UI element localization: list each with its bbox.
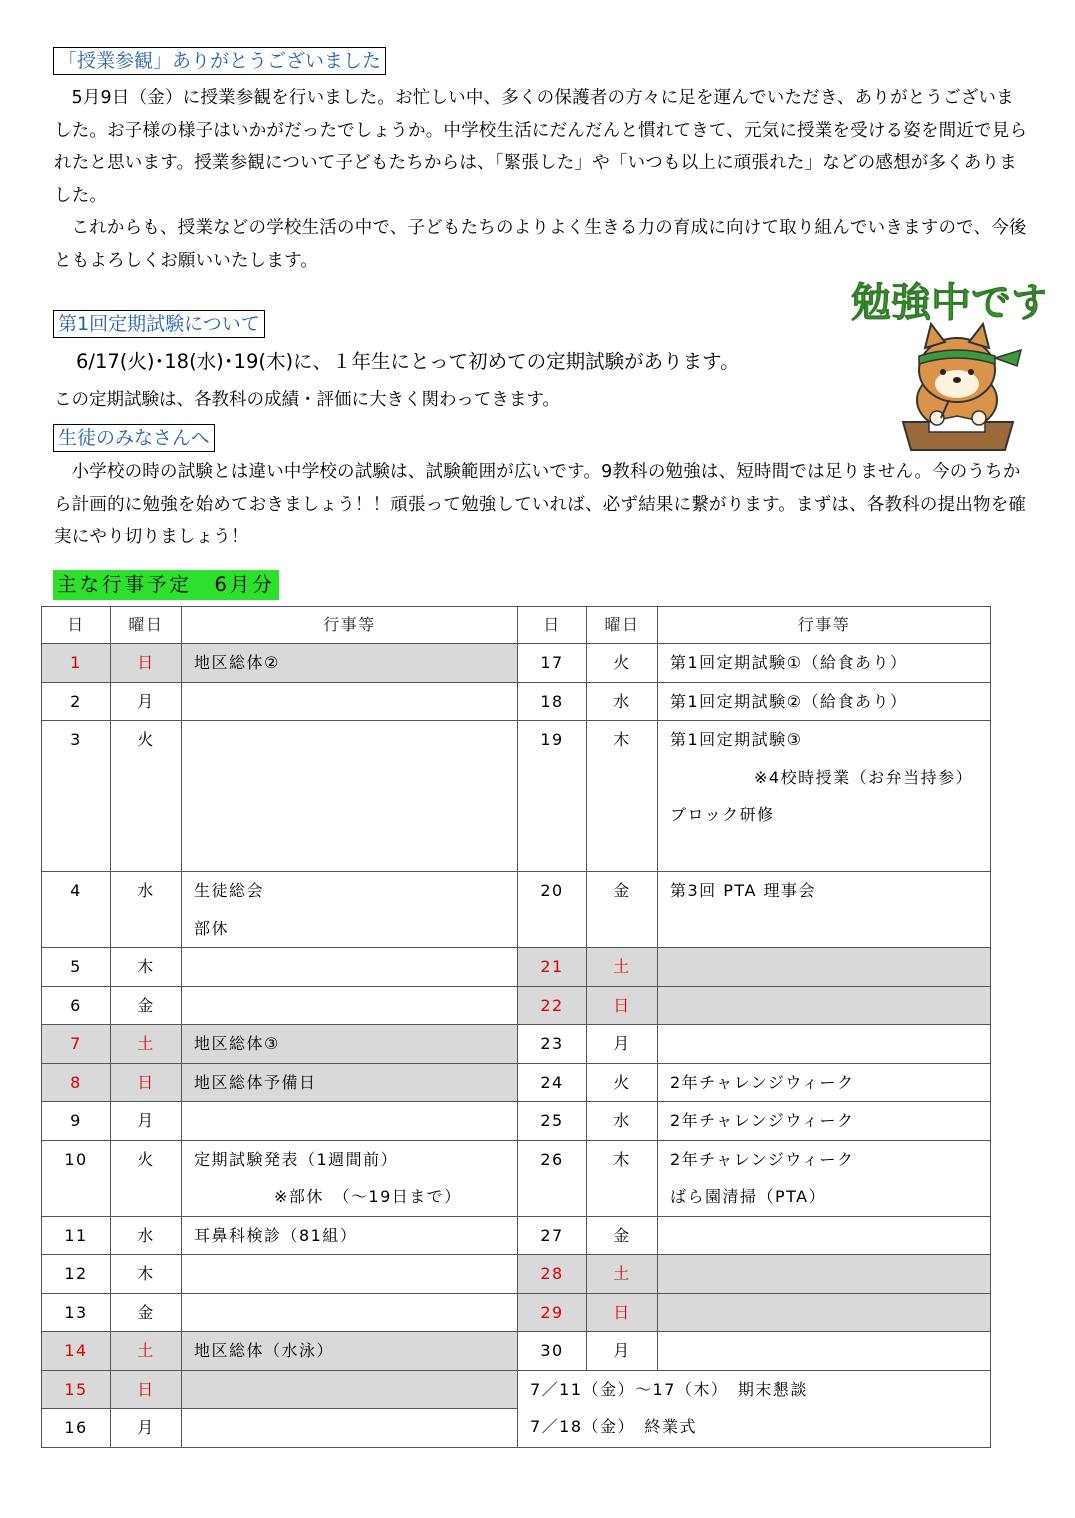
table-row — [42, 948, 991, 987]
day-cell-right: 28 — [518, 1255, 587, 1294]
weekday-cell: 火 — [111, 721, 182, 872]
header-weekday-right: 曜日 — [587, 607, 658, 644]
day-cell-right: 17 — [518, 644, 587, 683]
day-cell-right: 20 — [518, 872, 587, 948]
events-cell-right — [658, 872, 991, 948]
weekday-cell: 金 — [111, 1293, 182, 1332]
day-cell-right: 18 — [518, 682, 587, 721]
table-row — [42, 1102, 991, 1141]
weekday-cell: 日 — [111, 1063, 182, 1102]
events-cell-right — [658, 644, 991, 683]
event-line: 2年チャレンジウィーク — [670, 1149, 855, 1169]
events-cell — [182, 1332, 518, 1371]
events-cell — [182, 1102, 518, 1141]
events-cell — [182, 721, 518, 872]
weekday-cell-right: 土 — [587, 948, 658, 987]
table-row — [42, 1370, 991, 1409]
weekday-cell: 土 — [111, 1332, 182, 1371]
studying-dog-sticker — [845, 272, 1045, 452]
heading-jugyo-sankan: 「授業参観」ありがとうございました — [53, 47, 386, 75]
table-row — [42, 986, 991, 1025]
day-cell: 9 — [42, 1102, 111, 1141]
day-cell-right: 30 — [518, 1332, 587, 1371]
table-row — [42, 1063, 991, 1102]
events-cell — [182, 1063, 518, 1102]
weekday-cell: 火 — [111, 1140, 182, 1216]
header-day: 日 — [42, 607, 111, 644]
day-cell: 16 — [42, 1409, 111, 1448]
event-line: 第3回 PTA 理事会 — [670, 881, 816, 900]
table-row — [42, 1140, 991, 1216]
day-cell-right: 21 — [518, 948, 587, 987]
weekday-cell-right: 土 — [587, 1255, 658, 1294]
day-cell: 6 — [42, 986, 111, 1025]
weekday-cell-right: 水 — [587, 1102, 658, 1141]
table-row — [42, 721, 991, 872]
day-cell: 12 — [42, 1255, 111, 1294]
table-row — [42, 1025, 991, 1064]
day-cell: 14 — [42, 1332, 111, 1371]
day-cell: 13 — [42, 1293, 111, 1332]
events-cell-right — [658, 1255, 991, 1294]
section1-body — [54, 82, 1029, 277]
weekday-cell-right: 日 — [587, 986, 658, 1025]
event-line: 部休 — [194, 918, 230, 938]
event-line: 耳鼻科検診（81組） — [194, 1225, 358, 1245]
day-cell: 2 — [42, 682, 111, 721]
heading-teiki-shiken: 第1回定期試験について — [53, 310, 265, 338]
event-line: 生徒総会 — [194, 881, 265, 900]
event-line: 地区総体② — [194, 653, 280, 672]
day-cell-right: 25 — [518, 1102, 587, 1141]
weekday-cell: 月 — [111, 1409, 182, 1448]
day-cell: 15 — [42, 1370, 111, 1409]
event-line: ※4校時授業（お弁当持参） — [754, 767, 974, 787]
weekday-cell: 水 — [111, 872, 182, 948]
weekday-cell: 土 — [111, 1025, 182, 1064]
event-line: 地区総体③ — [194, 1034, 280, 1053]
event-line: ※部休 （～19日まで） — [274, 1187, 462, 1206]
events-cell — [182, 1409, 518, 1448]
table-row — [42, 1332, 991, 1371]
event-line: 定期試験発表（1週間前） — [194, 1149, 399, 1169]
event-line: 第1回定期試験③ — [670, 730, 803, 749]
weekday-cell-right: 火 — [587, 1063, 658, 1102]
events-cell — [182, 1140, 518, 1216]
events-cell — [182, 1293, 518, 1332]
event-line: 地区総体（水泳） — [194, 1341, 335, 1360]
weekday-cell-right: 月 — [587, 1025, 658, 1064]
day-cell: 8 — [42, 1063, 111, 1102]
event-line: ばら園清掃（PTA） — [670, 1187, 827, 1206]
events-cell-right — [658, 682, 991, 721]
day-cell: 5 — [42, 948, 111, 987]
header-events-right: 行事等 — [658, 607, 991, 644]
events-cell-right — [658, 1140, 991, 1216]
header-day-right: 日 — [518, 607, 587, 644]
table-row — [42, 682, 991, 721]
day-cell-right: 19 — [518, 721, 587, 872]
events-cell — [182, 682, 518, 721]
weekday-cell-right: 火 — [587, 644, 658, 683]
studying-shiba-dog-illustration-icon — [845, 272, 1045, 452]
events-cell-right — [658, 1293, 991, 1332]
header-events: 行事等 — [182, 607, 518, 644]
events-cell-right — [658, 1025, 991, 1064]
schedule-title: 主な行事予定 6月分 — [53, 570, 279, 600]
weekday-cell: 水 — [111, 1216, 182, 1255]
day-cell: 4 — [42, 872, 111, 948]
day-cell-right: 22 — [518, 986, 587, 1025]
event-line: 地区総体予備日 — [194, 1072, 317, 1092]
june-schedule-table — [41, 606, 991, 1448]
events-cell-right — [658, 1216, 991, 1255]
weekday-cell: 金 — [111, 986, 182, 1025]
table-row — [42, 1216, 991, 1255]
weekday-cell-right: 金 — [587, 1216, 658, 1255]
day-cell-right: 29 — [518, 1293, 587, 1332]
day-cell-right: 24 — [518, 1063, 587, 1102]
day-cell: 3 — [42, 721, 111, 872]
events-cell-right — [658, 948, 991, 987]
table-row — [42, 644, 991, 683]
weekday-cell-right: 水 — [587, 682, 658, 721]
events-cell-right — [658, 1332, 991, 1371]
events-cell — [182, 1255, 518, 1294]
event-line: 第1回定期試験②（給食あり） — [670, 691, 908, 711]
event-line: 2年チャレンジウィーク — [670, 1111, 855, 1130]
table-row — [42, 872, 991, 948]
events-cell — [182, 644, 518, 683]
sticker-text: 勉強中です — [851, 280, 1045, 326]
section3-body — [54, 456, 1029, 554]
weekday-cell: 木 — [111, 1255, 182, 1294]
event-line: ブロック研修 — [670, 805, 775, 824]
day-cell: 1 — [42, 644, 111, 683]
day-cell: 11 — [42, 1216, 111, 1255]
weekday-cell: 日 — [111, 1370, 182, 1409]
day-cell: 10 — [42, 1140, 111, 1216]
exam-importance-line: この定期試験は、各教科の成績・評価に大きく関わってきます。 — [54, 390, 560, 410]
note-line: 7／18（金） 終業式 — [530, 1417, 698, 1436]
events-cell-right — [658, 721, 991, 872]
weekday-cell: 日 — [111, 644, 182, 683]
note-line: 7／11（金）～17（木） 期末懇談 — [530, 1379, 808, 1399]
event-line: 第1回定期試験①（給食あり） — [670, 653, 908, 672]
day-cell-right: 23 — [518, 1025, 587, 1064]
events-cell — [182, 948, 518, 987]
events-cell — [182, 1025, 518, 1064]
weekday-cell-right: 日 — [587, 1293, 658, 1332]
weekday-cell: 木 — [111, 948, 182, 987]
notes-cell — [518, 1370, 991, 1447]
events-cell-right — [658, 1102, 991, 1141]
exam-dates-line: 6/17(火)･18(水)･19(木)に、１年生にとって初めての定期試験があります。 — [76, 350, 740, 373]
table-row — [42, 1255, 991, 1294]
events-cell-right — [658, 1063, 991, 1102]
events-cell — [182, 1370, 518, 1409]
weekday-cell-right: 月 — [587, 1332, 658, 1371]
weekday-cell: 月 — [111, 1102, 182, 1141]
header-weekday: 曜日 — [111, 607, 182, 644]
section1-paragraph-2: これからも、授業などの学校生活の中で、子どもたちのよりよく生きる力の育成に向けて取り組んでいきますので、今後ともよろしくお願いいたします。 — [54, 218, 1027, 271]
table-row — [42, 1293, 991, 1332]
event-line: 2年チャレンジウィーク — [670, 1072, 855, 1092]
weekday-cell-right: 木 — [587, 721, 658, 872]
events-cell-right — [658, 986, 991, 1025]
weekday-cell-right: 木 — [587, 1140, 658, 1216]
events-cell — [182, 872, 518, 948]
section3-paragraph: 小学校の時の試験とは違い中学校の試験は、試験範囲が広いです。9教科の勉強は、短時間では足りません。今のうちから計画的に勉強を始めておきましょう！！頑張って勉強していれば、必ず結果に繋がります。まずは、各教科の提出物を確実にやり切りましょう！ — [54, 462, 1027, 547]
events-cell — [182, 1216, 518, 1255]
day-cell-right: 27 — [518, 1216, 587, 1255]
events-cell — [182, 986, 518, 1025]
heading-seito-minasan: 生徒のみなさんへ — [53, 424, 215, 452]
weekday-cell: 月 — [111, 682, 182, 721]
day-cell-right: 26 — [518, 1140, 587, 1216]
day-cell: 7 — [42, 1025, 111, 1064]
section1-paragraph-1: 5月9日（金）に授業参観を行いました。お忙しい中、多くの保護者の方々に足を運んでいただき、ありがとうございました。お子様の様子はいかがだったでしょうか。中学校生活にだんだんと慣れてきて、元気に授業を受ける姿を間近で見られたと思います。授業参観について子どもたちからは、「緊張した」や「いつも以上に頑張れた」などの感想が多くありました。 — [54, 88, 1028, 206]
table-header-row — [42, 607, 991, 644]
weekday-cell-right: 金 — [587, 872, 658, 948]
